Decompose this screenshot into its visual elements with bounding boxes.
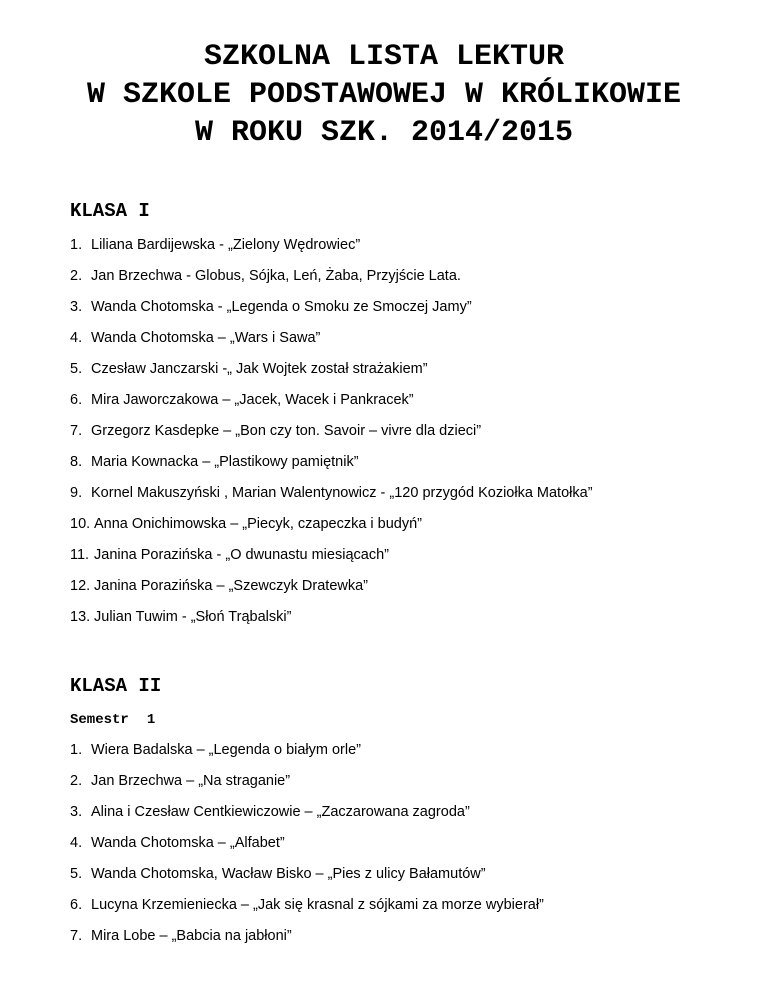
list-item-number: 8. <box>70 454 83 470</box>
list-item-text: Alina i Czesław Centkiewiczowie – „Zaczarowana zagroda” <box>91 804 470 820</box>
list-item-number: 6. <box>70 897 83 913</box>
semester-heading <box>70 712 155 728</box>
title-line-3: W ROKU SZK. 2014/2015 <box>194 116 574 150</box>
list-item-text: Czesław Janczarski -„ Jak Wojtek został strażakiem” <box>91 361 428 377</box>
list-item-number: 12. <box>70 578 91 594</box>
list-item-number: 1. <box>70 742 83 758</box>
list-item-text: Liliana Bardijewska - „Zielony Wędrowiec” <box>91 237 361 253</box>
semester-number: 1 <box>146 712 156 728</box>
semester-label: Semestr <box>70 712 129 728</box>
list-item-text: Kornel Makuszyński , Marian Walentynowicz - „120 przygód Koziołka Matołka” <box>91 485 593 501</box>
list-item-number: 7. <box>70 423 83 439</box>
list-item-text: Maria Kownacka – „Plastikowy pamiętnik” <box>91 454 359 470</box>
list-item-number: 5. <box>70 866 83 882</box>
list-item-text: Anna Onichimowska – „Piecyk, czapeczka i budyń” <box>94 516 423 532</box>
list-item-number: 2. <box>70 773 83 789</box>
list-item-number: 4. <box>70 330 83 346</box>
list-item-number: 3. <box>70 299 83 315</box>
list-item-text: Janina Porazińska – „Szewczyk Dratewka” <box>94 578 368 594</box>
list-item-text: Wiera Badalska – „Legenda o białym orle” <box>91 742 361 758</box>
title-line-2: W SZKOLE PODSTAWOWEJ W KRÓLIKOWIE <box>86 78 682 112</box>
list-item-text: Wanda Chotomska – „Alfabet” <box>91 835 285 851</box>
title-line-1: SZKOLNA LISTA LEKTUR <box>203 40 565 74</box>
list-item-number: 13. <box>70 609 91 625</box>
list-item-number: 7. <box>70 928 83 944</box>
list-item-text: Janina Porazińska - „O dwunastu miesiącach” <box>94 547 389 563</box>
list-item-text: Jan Brzechwa – „Na straganie” <box>91 773 291 789</box>
list-item-number: 10. <box>70 516 91 532</box>
list-item-text: Wanda Chotomska, Wacław Bisko – „Pies z ulicy Bałamutów” <box>91 866 486 882</box>
section-heading-klasa-2: KLASA II <box>70 675 162 697</box>
list-item-text: Jan Brzechwa - Globus, Sójka, Leń, Żaba, Przyjście Lata. <box>91 268 461 284</box>
list-item-text: Grzegorz Kasdepke – „Bon czy ton. Savoir – vivre dla dzieci” <box>91 423 482 439</box>
list-item-number: 6. <box>70 392 83 408</box>
list-item-number: 9. <box>70 485 83 501</box>
document-title <box>0 38 768 152</box>
list-item-number: 5. <box>70 361 83 377</box>
list-item-text: Wanda Chotomska - „Legenda o Smoku ze Smoczej Jamy” <box>91 299 472 315</box>
list-item-text: Mira Jaworczakowa – „Jacek, Wacek i Pankracek” <box>91 392 414 408</box>
list-item-text: Julian Tuwim - „Słoń Trąbalski” <box>94 609 292 625</box>
list-item-number: 4. <box>70 835 83 851</box>
list-item-text: Wanda Chotomska – „Wars i Sawa” <box>91 330 321 346</box>
list-item-number: 1. <box>70 237 83 253</box>
list-item-number: 3. <box>70 804 83 820</box>
list-item-text: Mira Lobe – „Babcia na jabłoni” <box>91 928 292 944</box>
list-item-number: 11. <box>70 547 90 563</box>
section-heading-klasa-1: KLASA I <box>70 200 150 222</box>
list-item-text: Lucyna Krzemieniecka – „Jak się krasnal z sójkami za morze wybierał” <box>91 897 544 913</box>
list-item-number: 2. <box>70 268 83 284</box>
